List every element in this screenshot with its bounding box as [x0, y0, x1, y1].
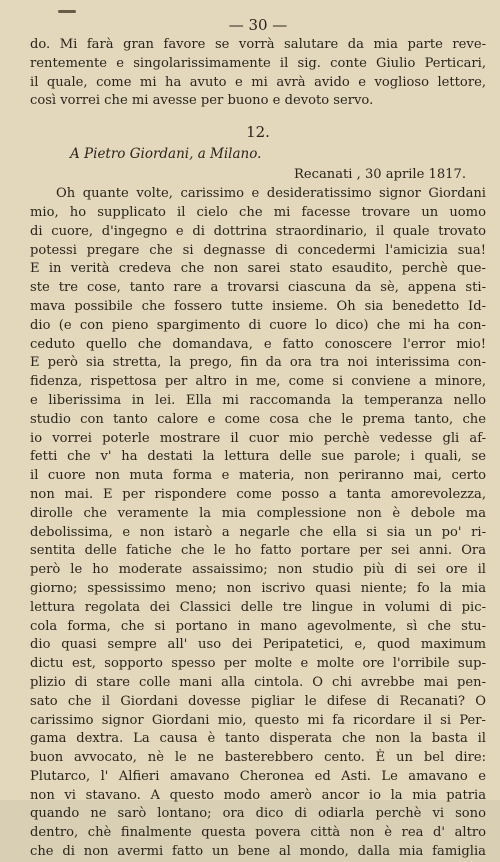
letter-line: mio, ho supplicato il cielo che mi facesse trovare un uomo [30, 204, 486, 220]
text-line: il quale, come mi ha avuto e mi avrà avido e voglioso lettore, [30, 74, 486, 90]
letter-line: cola forma, che si portano in mano agevolmente, sì che stu- [30, 618, 486, 634]
text-line: così vorrei che mi avesse per buono e devoto servo. [30, 93, 374, 109]
letter-line: E però sia stretta, la prego, fin da ora tra noi interissima con- [30, 355, 486, 371]
letter-line: non mai. E per rispondere come posso a tanta amorevolezza, [30, 486, 486, 502]
letter-line: sato che il Giordani dovesse pigliar le difese di Recanati? O [30, 693, 486, 709]
letter-line: carissimo signor Giordani mio, questo mi fa ricordare il si Per- [30, 712, 486, 728]
text-line: rentemente e singolarissimamente il sig. conte Giulio Perticari, [30, 55, 486, 71]
preceding-letter-end [30, 36, 486, 111]
letter-line: ste tre cose, tanto rare a trovarsi ciascuna da sè, appena sti- [30, 280, 486, 296]
text-line: do. Mi farà gran favore se vorrà salutare da mia parte reve- [30, 37, 486, 52]
letter-line: giorno; spessissimo meno; non iscrivo quasi niente; fo la mia [30, 580, 486, 596]
letter-line: dentro, chè finalmente questa povera città non è rea d' altro [30, 825, 486, 841]
page-number: — 30 — [228, 16, 288, 34]
letter-line: fetti che v' ha destati la lettura delle sue parole; i quali, se [30, 449, 486, 465]
letter-line: Oh quante volte, carissimo e desideratissimo signor Giordani [56, 186, 486, 202]
letter-line: sentita delle fatiche che le ho fatto portare per sei anni. Ora [30, 543, 486, 559]
letter-line: potessi pregare che si degnasse di concedermi l'amicizia sua! [30, 242, 486, 258]
letter-line: non vi stavano. A questo modo amerò ancor io la mia patria [30, 787, 486, 803]
letter-line: lettura regolata dei Classici delle tre lingue in volumi di pic- [30, 599, 486, 615]
letter-line: plizio di stare colle mani alla cintola. O chi avrebbe mai pen- [30, 674, 486, 690]
letter-line: buon avvocato, nè le ne basterebbero cento. È un bel dire: [30, 750, 486, 766]
letter-line: il cuore non muta forma e materia, non periranno mai, certo [30, 468, 486, 484]
letter-date: Recanati , 30 aprile 1817. [294, 167, 466, 183]
letter-line: debolissima, e non istarò a negarle che ella si sia un po' ri- [30, 524, 486, 540]
letter-line: però le ho moderate assaissimo; non studio più di sei ore il [30, 562, 486, 578]
letter-title: A Pietro Giordani, a Milano. [70, 146, 262, 163]
letter-body [30, 185, 486, 862]
letter-line: E in verità credeva che non sarei stato esaudito, perchè que- [30, 261, 486, 277]
letter-number: 12. [246, 123, 270, 142]
letter-line: Plutarco, l' Alfieri amavano Cheronea ed Asti. Le amavano e [30, 768, 486, 784]
letter-line: io vorrei poterle mostrare il cuor mio perchè vedesse gli af- [30, 430, 486, 446]
letter-line: fidenza, rispettosa per altro in me, come si conviene a minore, [30, 374, 486, 390]
letter-line: ceduto quello che domandava, e fatto conoscere l'error mio! [30, 336, 486, 352]
ink-smudge [58, 10, 76, 13]
letter-line: che di non avermi fatto un bene al mondo, dalla mia famiglia [30, 844, 486, 860]
letter-line: dio (e con pieno spargimento di cuore lo dico) che mi ha con- [30, 317, 486, 333]
letter-line: dirolle che veramente la mia complessione non è debole ma [30, 505, 486, 521]
letter-line: e liberissima in lei. Ella mi raccomanda la temperanza nello [30, 392, 486, 408]
letter-line: gama dextra. La causa è tanto disperata che non la basta il [30, 731, 486, 747]
letter-line: studio con tanto calore e come cosa che le prema tanto, che [30, 411, 486, 427]
letter-line: quando ne sarò lontano; ora dico di odiarla perchè vi sono [30, 806, 486, 822]
letter-line: dictu est, sopporto spesso per molte e molte ore l'orribile sup- [30, 656, 486, 672]
letter-line: mava possibile che fossero tutte insieme. Oh sia benedetto Id- [30, 298, 486, 314]
letter-line: di cuore, d'ingegno e di dottrina straordinario, il quale trovato [30, 223, 486, 239]
letter-line: dio quasi sempre all' uso dei Peripatetici, e, quod maximum [30, 637, 486, 653]
